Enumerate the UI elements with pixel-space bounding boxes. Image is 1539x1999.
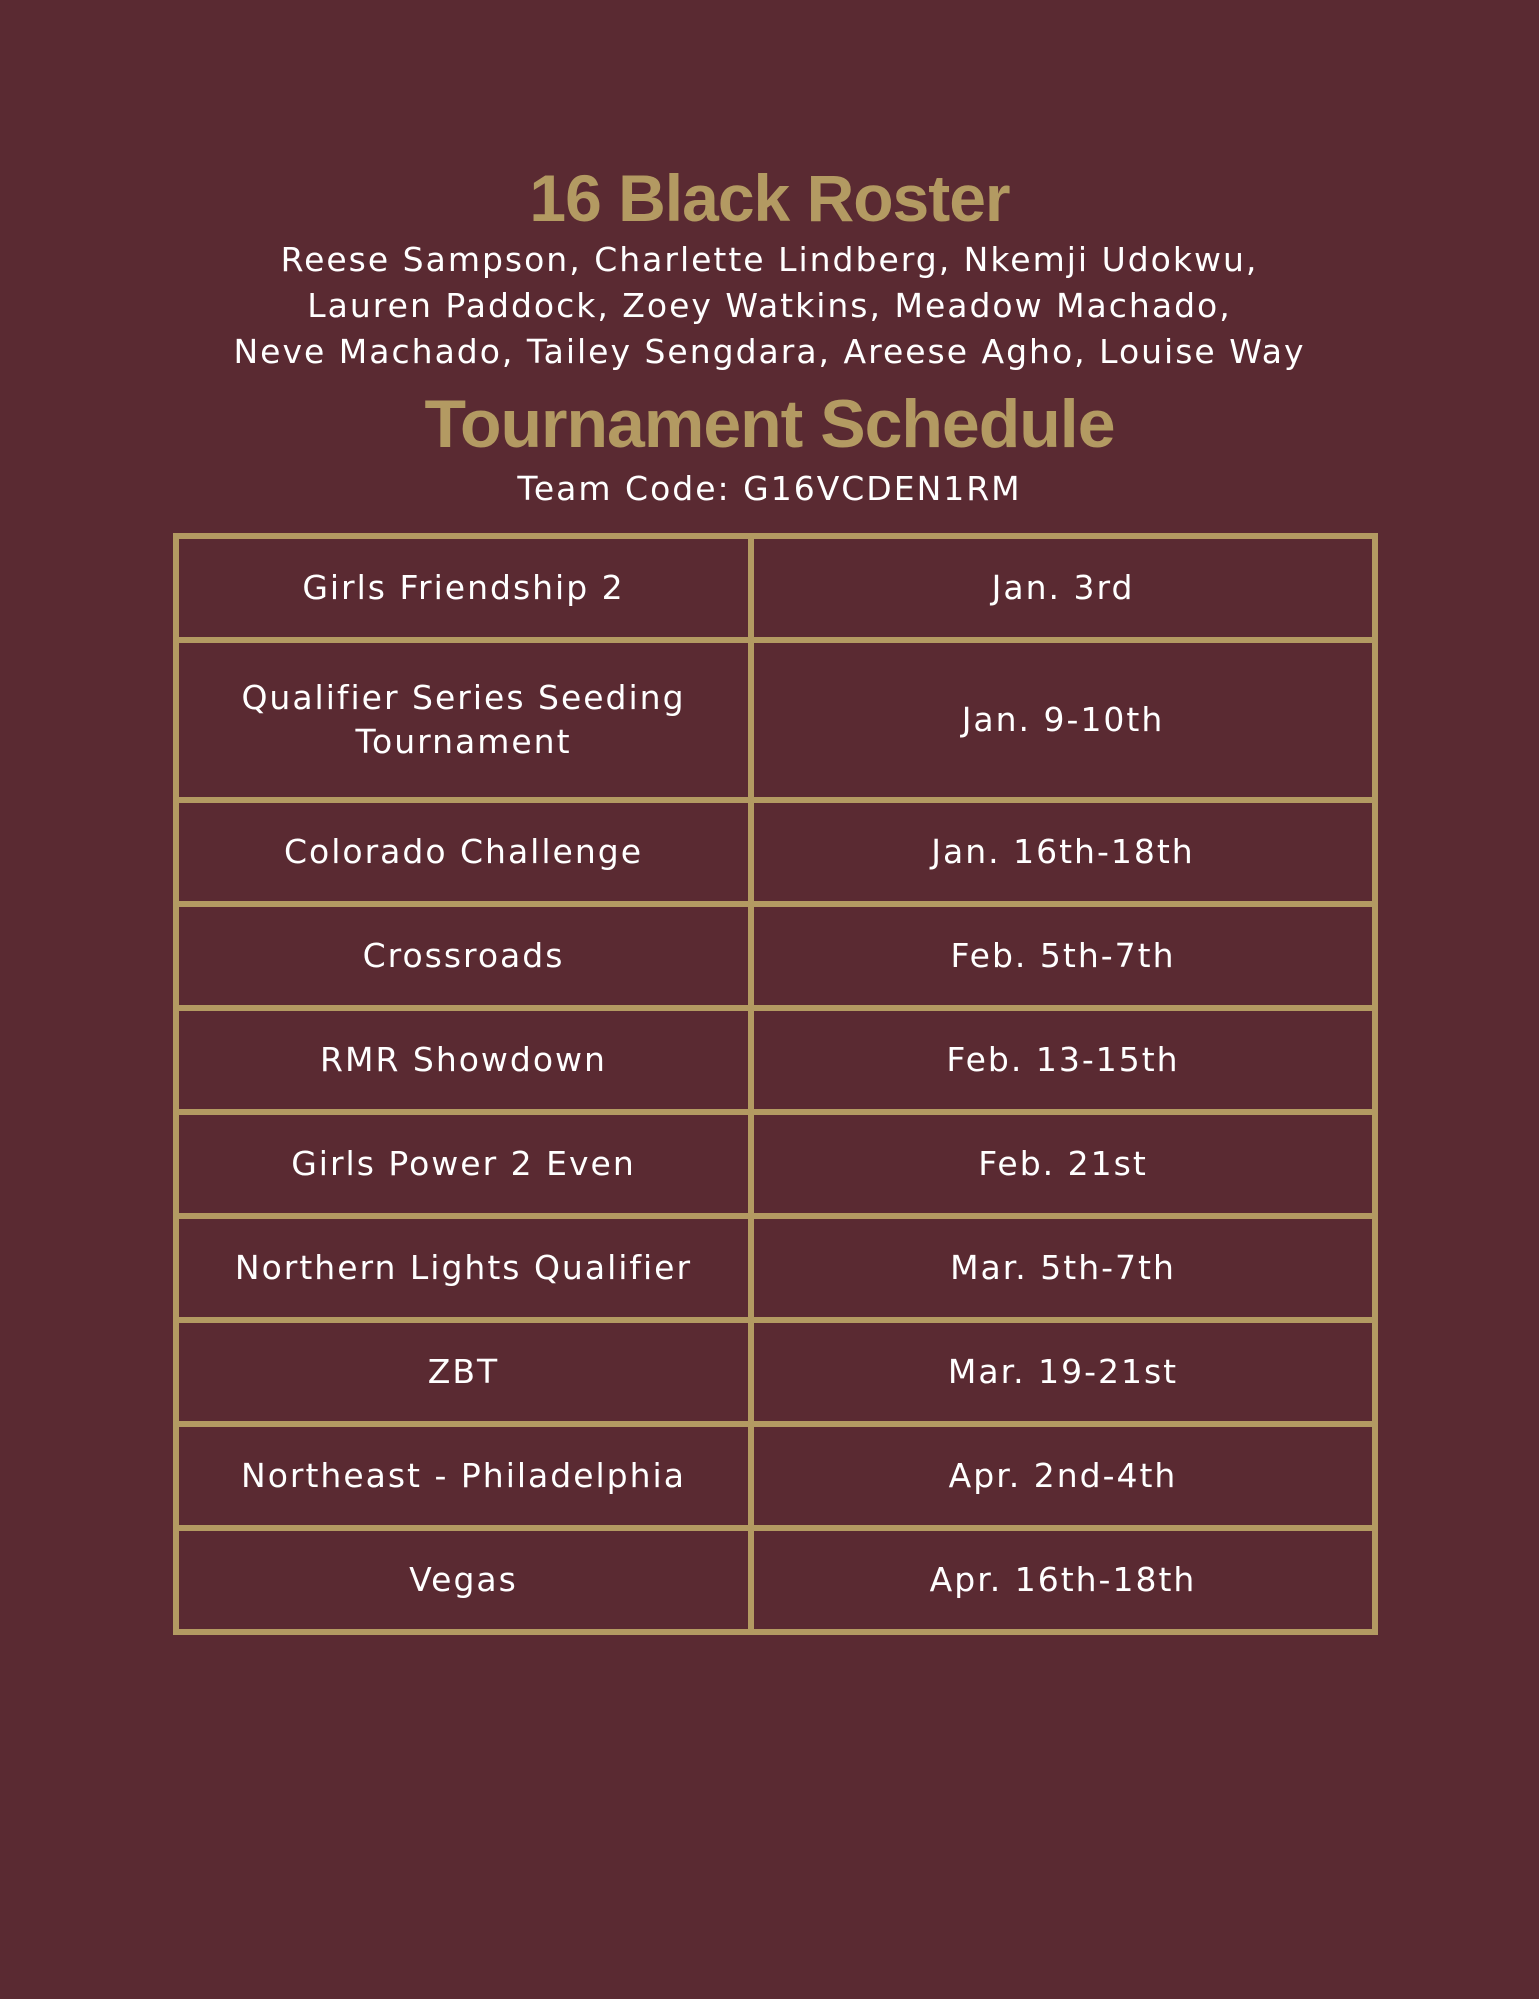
event-date-cell: Mar. 5th-7th: [751, 1216, 1375, 1320]
event-name-cell: Qualifier Series Seeding Tournament: [176, 640, 751, 800]
event-name-cell: ZBT: [176, 1320, 751, 1424]
table-row: [176, 1008, 1375, 1112]
roster-names-line: Neve Machado, Tailey Sengdara, Areese Agho, Louise Way: [233, 332, 1306, 371]
event-name-cell: Girls Friendship 2: [176, 536, 751, 640]
table-row: [176, 1320, 1375, 1424]
schedule-title: Tournament Schedule: [424, 386, 1115, 462]
table-row: [176, 1112, 1375, 1216]
event-date-cell: Jan. 3rd: [751, 536, 1375, 640]
roster-title: 16 Black Roster: [529, 161, 1010, 235]
table-row: [176, 1424, 1375, 1528]
event-date-cell: Jan. 9-10th: [751, 640, 1375, 800]
table-row: [176, 904, 1375, 1008]
table-row: [176, 640, 1375, 800]
event-name-cell: Crossroads: [176, 904, 751, 1008]
table-row: [176, 1528, 1375, 1632]
roster-names-line: Reese Sampson, Charlette Lindberg, Nkemji Udokwu,: [280, 240, 1259, 279]
table-row: [176, 1216, 1375, 1320]
roster-names-line: Lauren Paddock, Zoey Watkins, Meadow Machado,: [307, 286, 1232, 325]
event-date-cell: Feb. 5th-7th: [751, 904, 1375, 1008]
event-name-cell: RMR Showdown: [176, 1008, 751, 1112]
event-date-cell: Mar. 19-21st: [751, 1320, 1375, 1424]
event-name-cell: Northern Lights Qualifier: [176, 1216, 751, 1320]
team-code: Team Code: G16VCDEN1RM: [517, 469, 1022, 508]
event-name-cell: Vegas: [176, 1528, 751, 1632]
event-date-cell: Feb. 13-15th: [751, 1008, 1375, 1112]
event-date-cell: Feb. 21st: [751, 1112, 1375, 1216]
event-name-cell: Colorado Challenge: [176, 800, 751, 904]
event-name-cell: Northeast - Philadelphia: [176, 1424, 751, 1528]
event-date-cell: Jan. 16th-18th: [751, 800, 1375, 904]
event-name-cell: Girls Power 2 Even: [176, 1112, 751, 1216]
table-row: [176, 536, 1375, 640]
roster-names: [0, 237, 1539, 375]
schedule-table: [173, 533, 1378, 1635]
event-date-cell: Apr. 16th-18th: [751, 1528, 1375, 1632]
event-date-cell: Apr. 2nd-4th: [751, 1424, 1375, 1528]
table-row: [176, 800, 1375, 904]
